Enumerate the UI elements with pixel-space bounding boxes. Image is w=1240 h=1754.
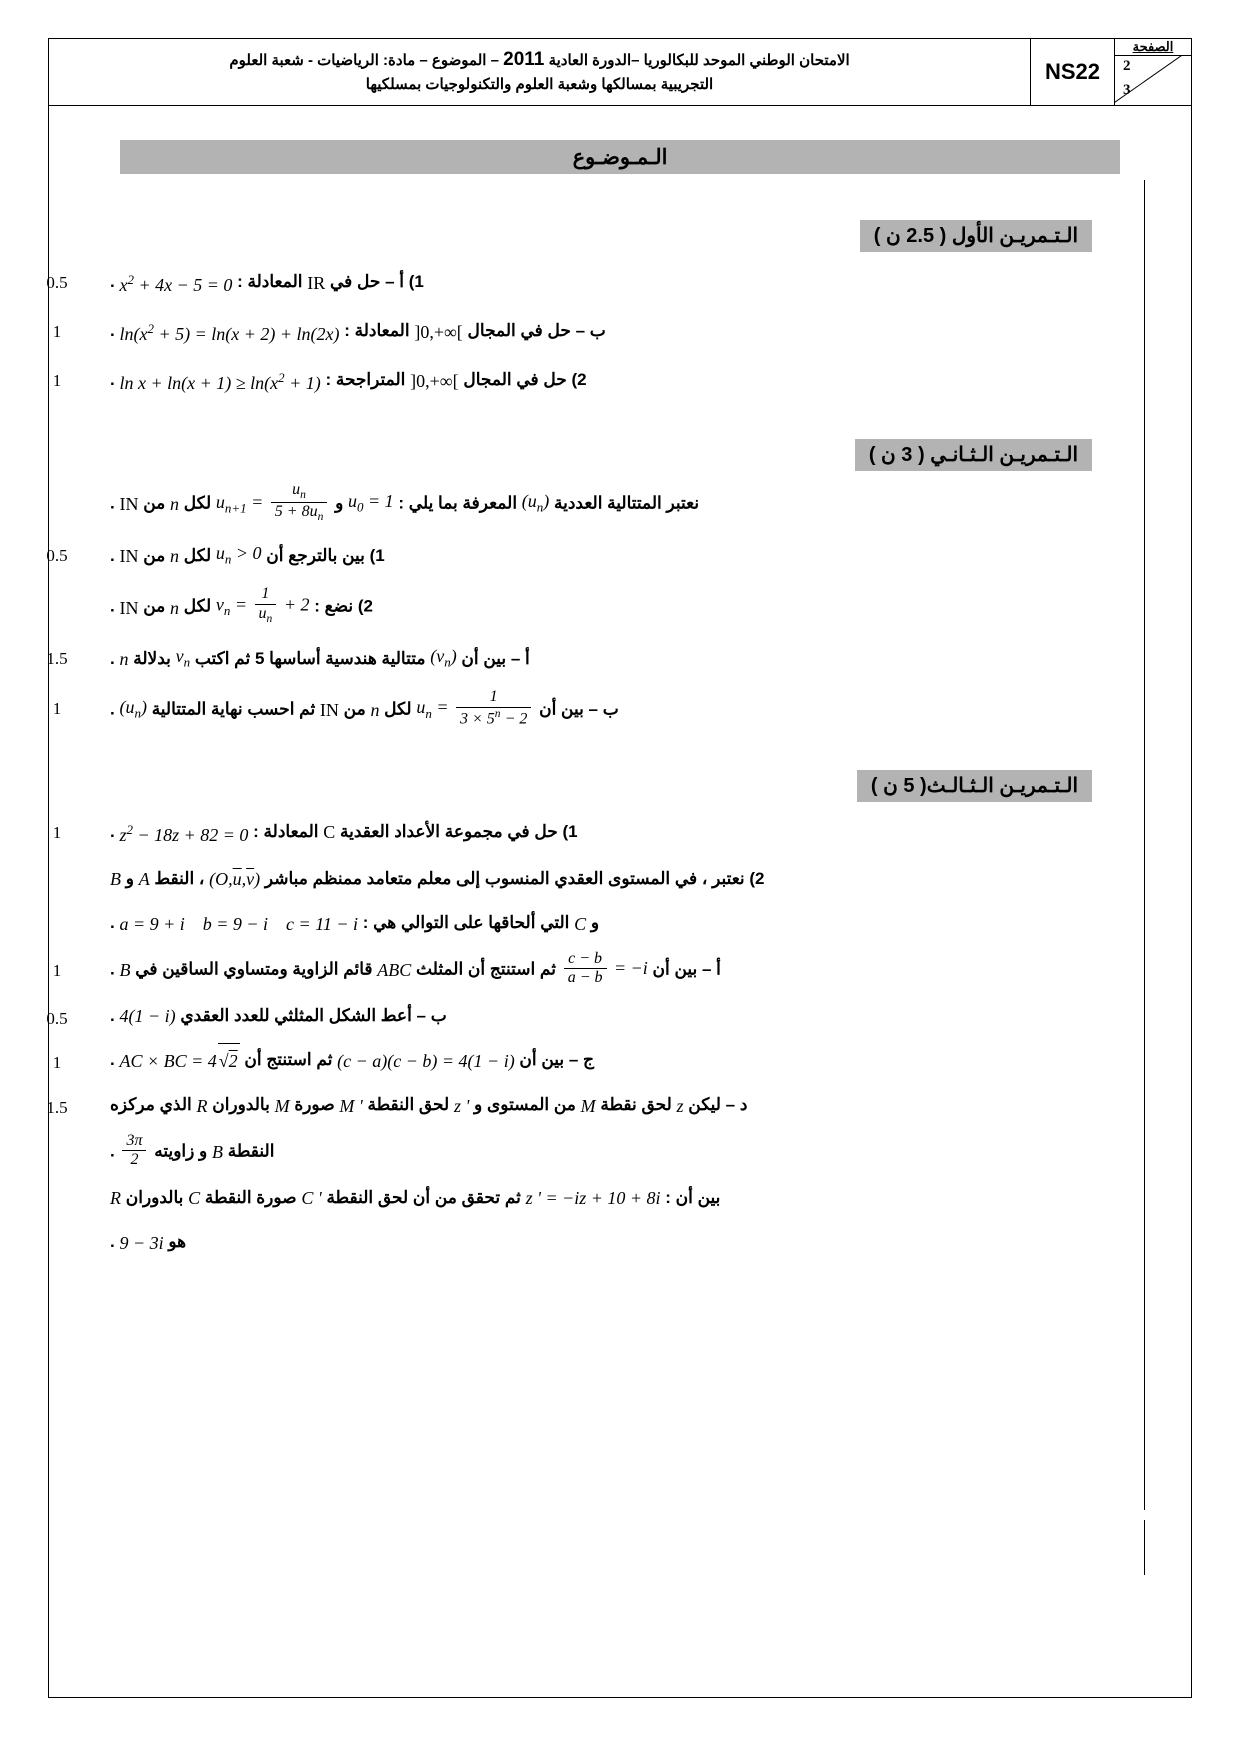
exam-title-block (48, 38, 1030, 106)
ex3-d-M: M (580, 1095, 596, 1116)
ex3-e-3: صورة النقطة (204, 1187, 297, 1207)
exercise-2-item-2a (46, 634, 1120, 685)
exercise-2-item-1 (46, 531, 1120, 582)
exercise-3-title: الـتـمريـن الـثـالـث( 5 ن ) (857, 770, 1092, 802)
ex2-intro-b: المعرفة بما يلي : (398, 493, 518, 513)
ex3-d-3: من المستوى و (474, 1095, 576, 1115)
exercise-3-item-e-cont (110, 1220, 1120, 1265)
ex3-e-R: R (110, 1188, 121, 1209)
ex3-c-b: ثم استنتج أن (244, 1050, 333, 1070)
ex1-2-inequation: $\ln x + \ln(x + 1) \ge \ln(x^2 + 1)$ (119, 370, 321, 393)
ex2-intro-n: n (169, 493, 179, 514)
exam-code: NS22 (1030, 38, 1114, 106)
ex3-e-dot: . (110, 1232, 115, 1252)
ex3-e-1: بين أن : (665, 1187, 721, 1207)
ex3-2-point-B: B (110, 869, 121, 890)
mark-ex3-d: 1.5 (46, 1098, 68, 1118)
ex1-1b-equation: $\ln(x^2 + 5) = \ln(x + 2) + \ln(2x)$ (119, 321, 340, 344)
ex2-2-set: IN (119, 597, 139, 618)
ex3-d-9: و زاويته (154, 1141, 208, 1161)
ex2-2-definition: $v_n$ = $\frac{1}{u_n}$ + 2 (215, 585, 310, 626)
ex3-1-dot: . (110, 821, 115, 841)
ex3-d-dot: . (110, 1141, 115, 1161)
ex1-1a-dot: . (110, 271, 115, 291)
ex3-e-4: بالدوران (125, 1187, 184, 1207)
ex2-1-n: n (169, 546, 179, 567)
exercise-1-title-row (110, 220, 1120, 252)
mark-ex1-2: 1 (52, 371, 62, 390)
page-header (48, 38, 1192, 106)
ex2-2-n: n (169, 597, 179, 618)
ex3-2-frame: $(O,\overline{u},\overline{v})$ (209, 869, 261, 890)
ex3-b-text: ب – أعط الشكل المثلثي للعدد العقدي (180, 1005, 447, 1025)
ex2-sequence-v: $(v_n)$ (430, 645, 457, 670)
exercise-3-item-d-cont (110, 1128, 1120, 1176)
ex2-1-c: من (143, 545, 166, 565)
ex2-1-b: لكل (183, 545, 212, 565)
ex3-e-C: C (188, 1188, 201, 1209)
ex3-2-and: و (125, 868, 134, 888)
ex3-c-identity: (c − a)(c − b) = 4(1 − i) (337, 1050, 515, 1071)
ex1-1a-text: 1) أ – حل في (329, 271, 424, 291)
ex2-2a-b: متتالية هندسية أساسها 5 ثم اكتب (194, 648, 426, 668)
ex2-2b-un: $(u_n)$ (119, 696, 147, 721)
ex3-1-equation: $z^2 - 18z + 82 = 0$ (119, 821, 249, 845)
exercise-3-item-1 (52, 808, 1120, 857)
ex3-d-zprime: z ' (453, 1095, 470, 1116)
mark-ex1-1a: 0.5 (46, 273, 68, 292)
ex3-1-text: 1) حل في مجموعة الأعداد العقدية (340, 821, 578, 841)
ex3-e-Cprime: C ' (301, 1188, 322, 1209)
ex2-2b-d: ثم احسب نهاية المتتالية (151, 699, 316, 719)
page-current: 2 (1123, 58, 1131, 74)
ex2-2a-text: أ – بين أن (461, 648, 530, 668)
ex2-1-dot: . (110, 545, 115, 565)
ex3-2-c: و (590, 913, 600, 933)
ex3-d-Mprime: M ' (339, 1095, 363, 1116)
ex2-intro-dot: . (110, 493, 115, 513)
ex2-2-c: من (143, 596, 166, 616)
subject-bar: الـمـوضـوع (120, 140, 1120, 174)
ex3-d-2: لحق نقطة (600, 1095, 672, 1115)
exam-title-line-2: التجريبية بمسالكها وشعبة العلوم والتكنولوجيات بمسلكيها (365, 75, 714, 93)
ex3-d-R: R (196, 1095, 208, 1116)
ex3-e-formula: z ' = −iz + 10 + 8i (525, 1188, 661, 1209)
ex3-c-dot: . (110, 1050, 115, 1070)
ex3-c-text: ج – بين أن (519, 1050, 595, 1070)
ex3-2-point-A: A (138, 869, 150, 890)
ex3-c-product: AC × BC = 4 √2 (119, 1043, 239, 1078)
ex1-1b-text: ب – حل في المجال (467, 320, 606, 340)
ex2-2b-text: ب – بين أن (539, 699, 619, 719)
ex2-u0: $u_0 = 1$ (348, 490, 394, 515)
ex3-a-triangle: ABC (377, 959, 412, 980)
ex3-d-8: النقطة (227, 1141, 275, 1161)
exercise-3-item-d (46, 1083, 1120, 1128)
mark-ex2-2a: 1.5 (46, 648, 68, 668)
ex2-2b-dot: . (110, 699, 115, 719)
exercise-2-title-row (110, 439, 1120, 471)
exercise-1-item-2 (52, 356, 1120, 405)
exercise-3-item-2 (110, 857, 1120, 902)
exercise-2-intro (110, 477, 1120, 531)
exercise-3-item-c (52, 1038, 1120, 1083)
ex1-2-dot: . (110, 369, 115, 389)
ex3-a-c: قائم الزاوية ومتساوي الساقين في (135, 959, 373, 979)
ex3-a-vertex-B: B (119, 959, 131, 980)
page-total: 3 (1123, 82, 1131, 98)
exercise-2-item-2 (110, 581, 1120, 633)
ex2-2-dot: . (110, 596, 115, 616)
ex3-d-z: z (676, 1095, 684, 1116)
ex2-2-text: 2) نضع : (314, 596, 373, 616)
marks-column-rule (1144, 180, 1145, 1510)
ex2-1-text: 1) بين بالترجع أن (266, 545, 385, 565)
ex3-d-5: صورة (294, 1095, 335, 1115)
exercise-1-title: الـتـمريـن الأول ( 2.5 ن ) (860, 220, 1092, 252)
ex3-d-4: لحق النقطة (367, 1095, 450, 1115)
ex1-1a-equation: $x^2 + 4x - 5 = 0$ (119, 272, 233, 295)
exam-title-post: – الموضوع – مادة: الرياضيات - شعبة العلوم (229, 51, 499, 69)
exercise-3-item-a (52, 946, 1120, 994)
ex3-b-number: 4(1 − i) (119, 1006, 176, 1027)
exam-title-pre: الامتحان الوطني الموحد للبكالوريا –الدورة العادية (548, 51, 850, 69)
mark-ex3-a: 1 (52, 960, 62, 980)
ex3-1-b: المعادلة : (253, 821, 319, 841)
exercise-3-item-2-cont (110, 901, 1120, 946)
ex3-2-d: التي ألحاقها على التوالي هي : (362, 913, 570, 933)
ex3-b-dot: . (110, 1005, 115, 1025)
ex3-1-set-C: C (323, 822, 336, 843)
ex3-d-1: د – ليكن (688, 1095, 748, 1115)
ex2-intro-a: نعتبر المتتالية العددية (554, 493, 700, 513)
ex2-2a-vn: $v_n$ (175, 645, 191, 670)
page-label: الصفحة (1115, 39, 1191, 56)
ex3-e-2: ثم تحقق من أن لحق النقطة (326, 1187, 521, 1207)
ex3-d-angle: $\frac{3\pi}{2}$ (119, 1133, 149, 1171)
ex2-2b-c: من (343, 699, 366, 719)
ex2-2a-n: n (119, 648, 129, 669)
ex1-1b-dot: . (110, 320, 115, 340)
mark-ex3-1: 1 (52, 822, 62, 842)
mark-ex2-2b: 1 (52, 699, 62, 719)
ex2-2a-dot: . (110, 648, 115, 668)
ex3-a-ratio: $\frac{c - b}{a - b}$ = −i (561, 951, 648, 989)
ex2-1-set: IN (119, 546, 139, 567)
ex2-2b-b: لكل (384, 699, 412, 719)
ex3-d-M2: M (274, 1095, 290, 1116)
ex3-d-6: بالدوران (212, 1095, 270, 1115)
ex1-1a-set: IR (307, 272, 326, 293)
ex2-intro-d: من (143, 493, 166, 513)
ex2-2b-set: IN (319, 700, 339, 721)
exam-content (46, 186, 1120, 1265)
ex3-d-center-B: B (212, 1141, 224, 1162)
ex2-intro-c: لكل (183, 493, 212, 513)
ex2-2b-n: n (370, 700, 380, 721)
ex3-e-value: 9 − 3i (119, 1232, 164, 1253)
exercise-3-item-b (46, 994, 1120, 1039)
ex2-2-b: لكل (183, 596, 212, 616)
ex3-2-a: 2) نعتبر ، في المستوى العقدي المنسوب إلى معلم متعامد ممنظم مباشر (264, 868, 765, 888)
ex3-2-point-C: C (574, 913, 587, 934)
exercise-1-item-1b (52, 307, 1120, 356)
ex3-a-dot: . (110, 959, 115, 979)
ex1-1a-mid: المعادلة : (237, 271, 303, 291)
ex3-2-b: ، النقط (154, 868, 205, 888)
ex1-2-mid: المتراجحة : (325, 369, 406, 389)
ex3-2-dot: . (110, 913, 115, 933)
mark-ex2-1: 0.5 (46, 545, 68, 565)
exercise-3-title-row (110, 770, 1120, 802)
ex2-2b-formula: $u_n$ = $\frac{1}{3 \times 5^n - 2}$ (416, 689, 534, 731)
exercise-3-item-e (110, 1176, 1120, 1221)
marks-column-rule-bottom (1144, 1520, 1145, 1575)
ex3-e-5: هو (168, 1232, 187, 1252)
ex2-intro-and: و (335, 493, 344, 513)
ex1-2-text: 2) حل في المجال (463, 369, 587, 389)
exam-title-line-1 (229, 48, 849, 73)
mark-ex3-c: 1 (52, 1053, 62, 1073)
mark-ex3-b: 0.5 (46, 1008, 68, 1028)
exam-year: 2011 (503, 48, 545, 70)
ex3-2-affixes: a = 9 + i b = 9 − i c = 11 − i (119, 913, 359, 934)
ex1-1b-mid: المعادلة : (344, 320, 410, 340)
exercise-2-title: الـتـمريـن الـثـانـي ( 3 ن ) (855, 439, 1092, 471)
ex2-intro-set: IN (119, 493, 139, 514)
exercise-2-item-2b (52, 684, 1120, 736)
page-number-box (1114, 38, 1192, 106)
ex2-2a-c: بدلالة (133, 648, 171, 668)
ex1-2-interval: ]0,+∞[ (410, 370, 459, 391)
ex2-sequence-u: $(u_n)$ (521, 490, 550, 515)
ex2-1-ineq: $u_n > 0$ (215, 542, 262, 567)
ex2-recurrence: $u_{n+1}$ = $\frac{u_n}{5 + 8u_n}$ (216, 482, 330, 526)
ex3-a-text: أ – بين أن (652, 959, 721, 979)
ex1-1b-interval: ]0,+∞[ (414, 321, 463, 342)
exercise-1-item-1a (46, 258, 1120, 307)
ex3-a-b: ثم استنتج أن المثلث (416, 959, 556, 979)
mark-ex1-1b: 1 (52, 322, 62, 341)
ex3-d-7: الذي مركزه (110, 1095, 192, 1115)
